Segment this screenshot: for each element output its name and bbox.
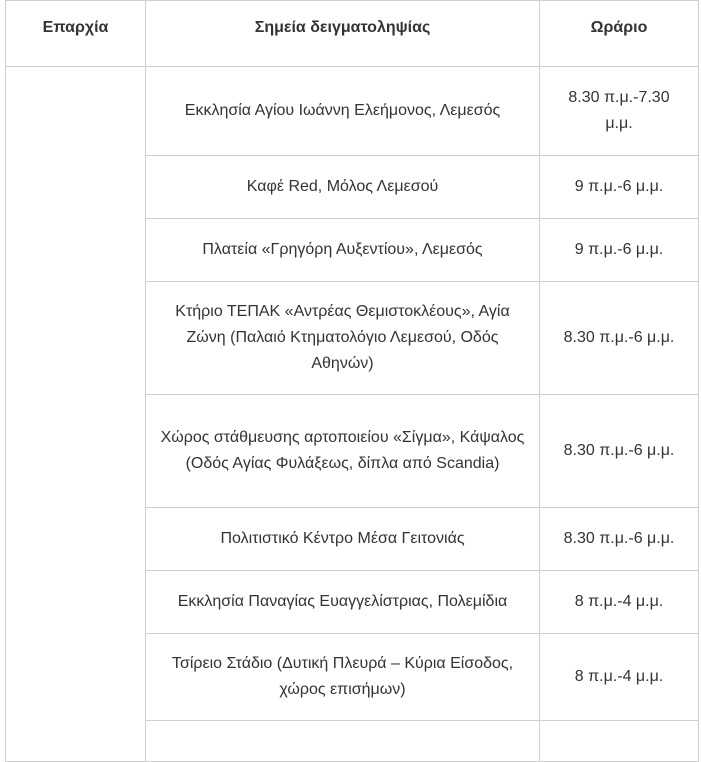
location-cell: Κτήριο ΤΕΠΑΚ «Αντρέας Θεμιστοκλέους», Αγία Ζώνη (Παλαιό Κτηματολόγιο Λεμεσού, Οδός Αθηνών) (146, 282, 540, 395)
hours-cell: 8.30 π.μ.-6 μ.μ. (540, 395, 699, 508)
table-body (6, 67, 699, 762)
location-cell: Καφέ Red, Μόλος Λεμεσού (146, 156, 540, 219)
hours-cell: 8 π.μ.-4 μ.μ. (540, 634, 699, 721)
location-cell: Τσίρειο Στάδιο (Δυτική Πλευρά – Κύρια Είσοδος, χώρος επισήμων) (146, 634, 540, 721)
hours-cell: 9 π.μ.-6 μ.μ. (540, 219, 699, 282)
sampling-points-table-container (5, 0, 698, 762)
header-location: Σημεία δειγματοληψίας (146, 1, 540, 67)
location-cell: Πλατεία «Γρηγόρη Αυξεντίου», Λεμεσός (146, 219, 540, 282)
location-cell: Εκκλησία Αγίου Ιωάννη Ελεήμονος, Λεμεσός (146, 67, 540, 156)
hours-cell: 8 π.μ.-4 μ.μ. (540, 571, 699, 634)
table-header (6, 1, 699, 67)
hours-cell: 8.30 π.μ.-7.30 μ.μ. (540, 67, 699, 156)
location-cell: Πολιτιστικό Κέντρο Μέσα Γειτονιάς (146, 508, 540, 571)
sampling-points-table (5, 0, 699, 762)
region-cell (6, 67, 146, 762)
hours-cell: 8.30 π.μ.-6 μ.μ. (540, 508, 699, 571)
table-row (6, 67, 699, 156)
hours-cell: 9 π.μ.-6 μ.μ. (540, 156, 699, 219)
location-cell: Εκκλησία Παναγίας Ευαγγελίστριας, Πολεμίδια (146, 571, 540, 634)
location-cell: Χώρος στάθμευσης αρτοποιείου «Σίγμα», Κάψαλος (Οδός Αγίας Φυλάξεως, δίπλα από Scandia) (146, 395, 540, 508)
header-region: Επαρχία (6, 1, 146, 67)
hours-cell: 8.30 π.μ.-6 μ.μ. (540, 282, 699, 395)
header-hours: Ωράριο (540, 1, 699, 67)
header-row (6, 1, 699, 67)
